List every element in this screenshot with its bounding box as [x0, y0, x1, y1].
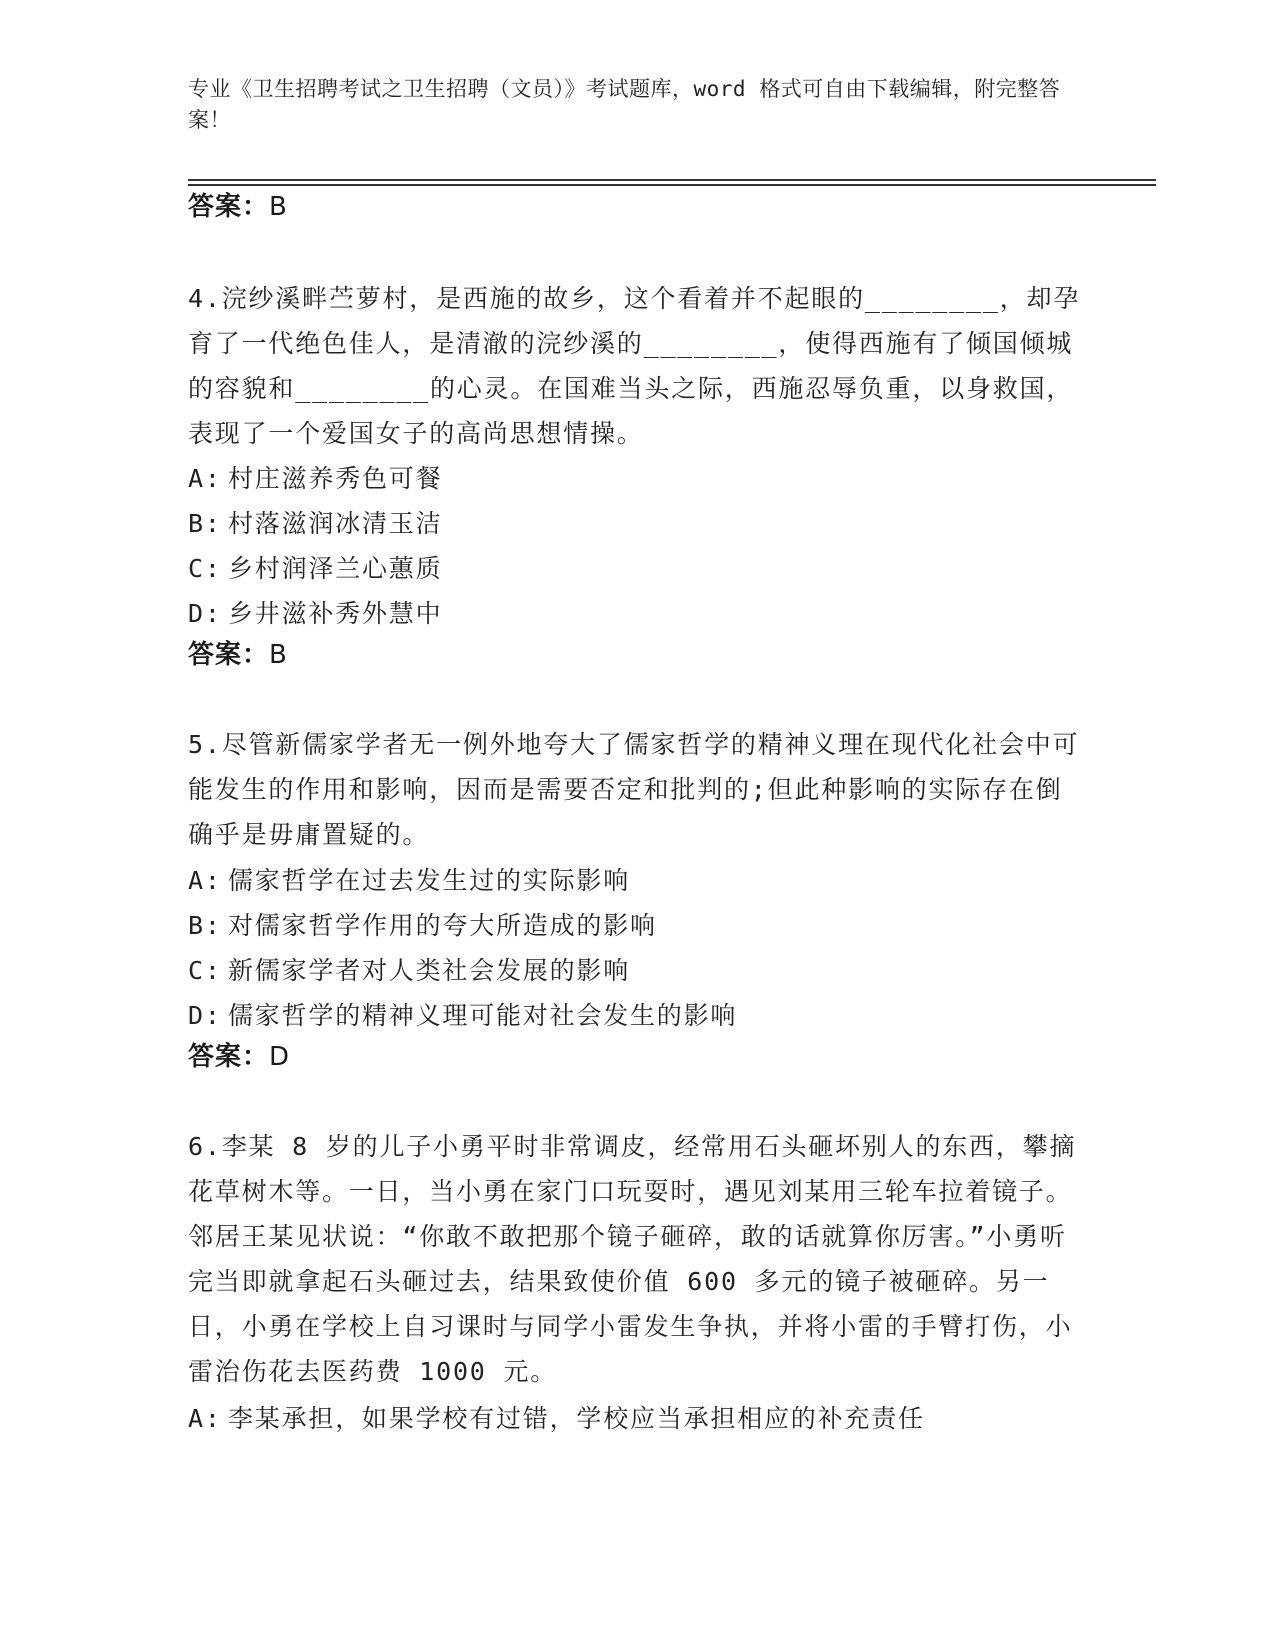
answer-prev	[188, 190, 288, 224]
answer-label: 答案：	[188, 640, 270, 670]
document-header: 专业《卫生招聘考试之卫生招聘（文员）》考试题库，word 格式可自由下载编辑，附完整答案！	[188, 77, 1061, 132]
option-d	[188, 993, 1088, 1038]
answer-label: 答案：	[188, 1042, 270, 1072]
answer-label: 答案：	[188, 192, 270, 222]
answer-value: B	[269, 640, 288, 670]
option-text: 儒家哲学在过去发生过的实际影响	[228, 866, 631, 895]
question-6-options	[188, 1396, 1088, 1441]
question-5-options	[188, 858, 1088, 1038]
header-rule-top	[188, 179, 1156, 181]
option-text: 新儒家学者对人类社会发展的影响	[228, 956, 631, 985]
option-key: A:	[188, 1404, 222, 1433]
option-text: 对儒家哲学作用的夸大所造成的影响	[228, 911, 657, 940]
option-key: A:	[188, 866, 222, 895]
question-6-text: 6.李某 8 岁的儿子小勇平时非常调皮，经常用石头砸坏别人的东西，攀摘花草树木等。一日，当小勇在家门口玩耍时，遇见刘某用三轮车拉着镜子。邻居王某见状说：“你敢不敢把那个镜子砸碎，敢的话就算你厉害。”小勇听完当即就拿起石头砸过去，结果致使价值 600 多元的镜子被砸碎。另一日，小勇在学校上自习课时与同学小雷发生争执，并将小雷的手臂打伤，小雷治伤花去医药费 1000 元。	[188, 1132, 1077, 1386]
option-b	[188, 903, 1088, 948]
option-a	[188, 456, 1088, 501]
option-a	[188, 1396, 1088, 1441]
question-5-text: 5.尽管新儒家学者无一例外地夸大了儒家哲学的精神义理在现代化社会中可能发生的作用和影响，因而是需要否定和批判的;但此种影响的实际存在倒确乎是毋庸置疑的。	[188, 730, 1080, 849]
option-key: B:	[188, 911, 222, 940]
option-text: 村庄滋养秀色可餐	[228, 464, 443, 493]
option-c	[188, 546, 1088, 591]
option-key: D:	[188, 1001, 222, 1030]
answer-q4	[188, 638, 288, 672]
option-key: D:	[188, 599, 222, 628]
option-key: B:	[188, 509, 222, 538]
header-rule-bottom	[188, 184, 1156, 186]
option-c	[188, 948, 1088, 993]
option-text: 李某承担，如果学校有过错，学校应当承担相应的补充责任	[228, 1404, 925, 1433]
option-key: C:	[188, 956, 222, 985]
answer-value: D	[269, 1042, 291, 1072]
option-text: 乡井滋补秀外慧中	[228, 599, 443, 628]
answer-value: B	[269, 192, 288, 222]
question-4-options	[188, 456, 1088, 636]
option-text: 村落滋润冰清玉洁	[228, 509, 443, 538]
option-text: 儒家哲学的精神义理可能对社会发生的影响	[228, 1001, 738, 1030]
option-key: A:	[188, 464, 222, 493]
option-b	[188, 501, 1088, 546]
question-4-text: 4.浣纱溪畔苎萝村，是西施的故乡，这个看着并不起眼的________，却孕育了一代绝色佳人，是清澈的浣纱溪的________，使得西施有了倾国倾城的容貌和________的心灵。在国难当头之际，西施忍辱负重，以身救国，表现了一个爱国女子的高尚思想情操。	[188, 284, 1081, 448]
option-a	[188, 858, 1088, 903]
option-text: 乡村润泽兰心蕙质	[228, 554, 443, 583]
option-key: C:	[188, 554, 222, 583]
option-d	[188, 591, 1088, 636]
answer-q5	[188, 1040, 290, 1074]
